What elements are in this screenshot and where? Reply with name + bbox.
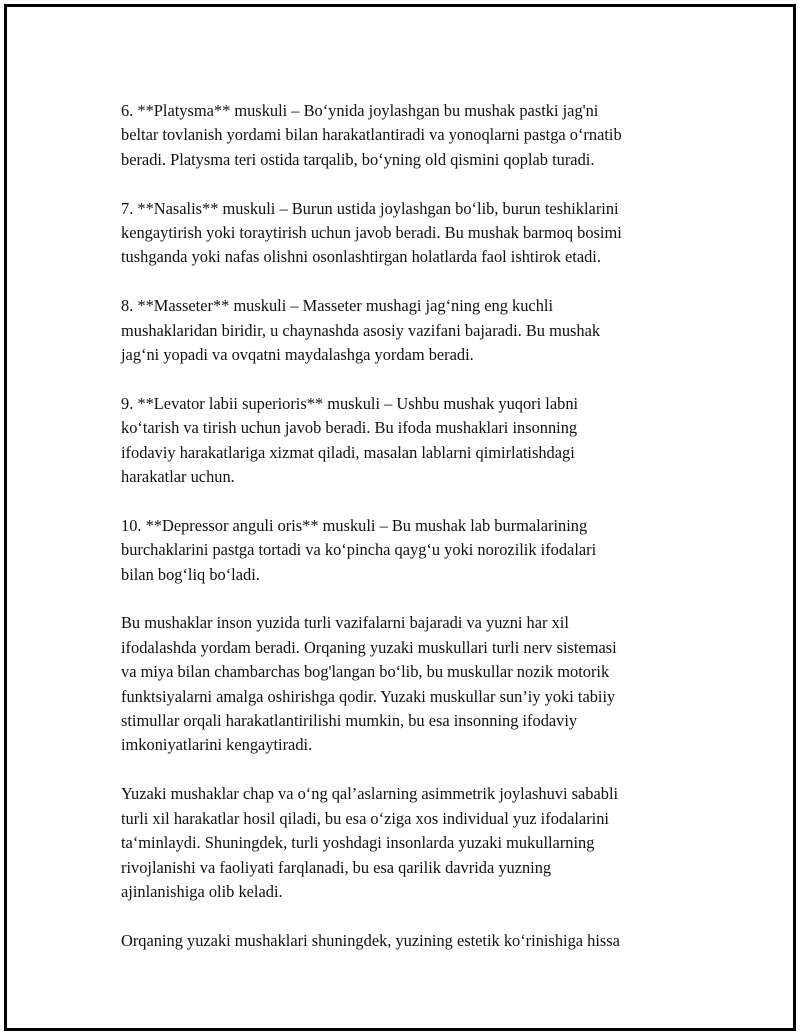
page-frame bbox=[4, 4, 796, 1031]
paragraph-masseter: 8. **Masseter** muskuli – Masseter mushagi jag‘ning eng kuchli mushaklaridan biridir, u chaynashda asosiy vazifani bajaradi. Bu mushak jag‘ni yopadi va ovqatni maydalashga yordam beradi. bbox=[121, 296, 601, 365]
paragraph-nasalis: 7. **Nasalis** muskuli – Burun ustida joylashgan bo‘lib, burun teshiklarini kengaytirish yoki toraytirish uchun javob beradi. Bu mushak barmoq bosimi tushganda yoki nafas olishni osonlashtirgan holatlarda faol ishtirok etadi. bbox=[121, 198, 622, 267]
paragraph-asymmetry: Yuzaki mushaklar chap va o‘ng qal’aslarning asimmetrik joylashuvi sababli turli xil harakatlar hosil qiladi, bu esa o‘ziga xos individual yuz ifodalarini ta‘minlaydi. Shuningdek, turli yoshdagi insonlarda yuzaki mukullarning rivojlanishi va faoliyati farqlanadi, bu esa qarilik davrida yuzning ajinlanishiga olib keladi. bbox=[121, 784, 619, 901]
page-content bbox=[121, 99, 701, 978]
paragraph-levator-labii-superioris: 9. **Levator labii superioris** muskuli – Ushbu mushak yuqori labni ko‘tarish va tirish uchun javob beradi. Bu ifoda mushaklari insonning ifodaviy harakatlariga xizmat qiladi, masalan lablarni qimirlatishdagi harakatlar uchun. bbox=[121, 393, 579, 487]
paragraph-muscle-functions: Bu mushaklar inson yuzida turli vazifalarni bajaradi va yuzni har xil ifodalashda yordam beradi. Orqaning yuzaki muskullari turli nerv sistemasi va miya bilan chambarchas bog'langan bo‘lib, bu muskullar nozik motorik funktsiyalarni amalga oshirishga qodir. Yuzaki muskullar sun’iy yoki tabiiy stimullar orqali harakatlantirilishi mumkin, bu esa insonning ifodaviy imkoniyatlarini kengaytiradi. bbox=[121, 613, 617, 755]
paragraph-aesthetic: Orqaning yuzaki mushaklari shuningdek, yuzining estetik ko‘rinishiga hissa bbox=[121, 930, 620, 950]
paragraph-depressor-anguli-oris: 10. **Depressor anguli oris** muskuli – Bu mushak lab burmalarining burchaklarini pastga tortadi va ko‘pincha qayg‘u yoki norozilik ifodalari bilan bog‘liq bo‘ladi. bbox=[121, 515, 597, 584]
paragraph-platysma: 6. **Platysma** muskuli – Bo‘ynida joylashgan bu mushak pastki jag'ni beltar tovlanish yordami bilan harakatlantiradi va yonoqlarni pastga o‘rnatib beradi. Platysma teri ostida tarqalib, bo‘yning old qismini qoplab turadi. bbox=[121, 101, 622, 169]
